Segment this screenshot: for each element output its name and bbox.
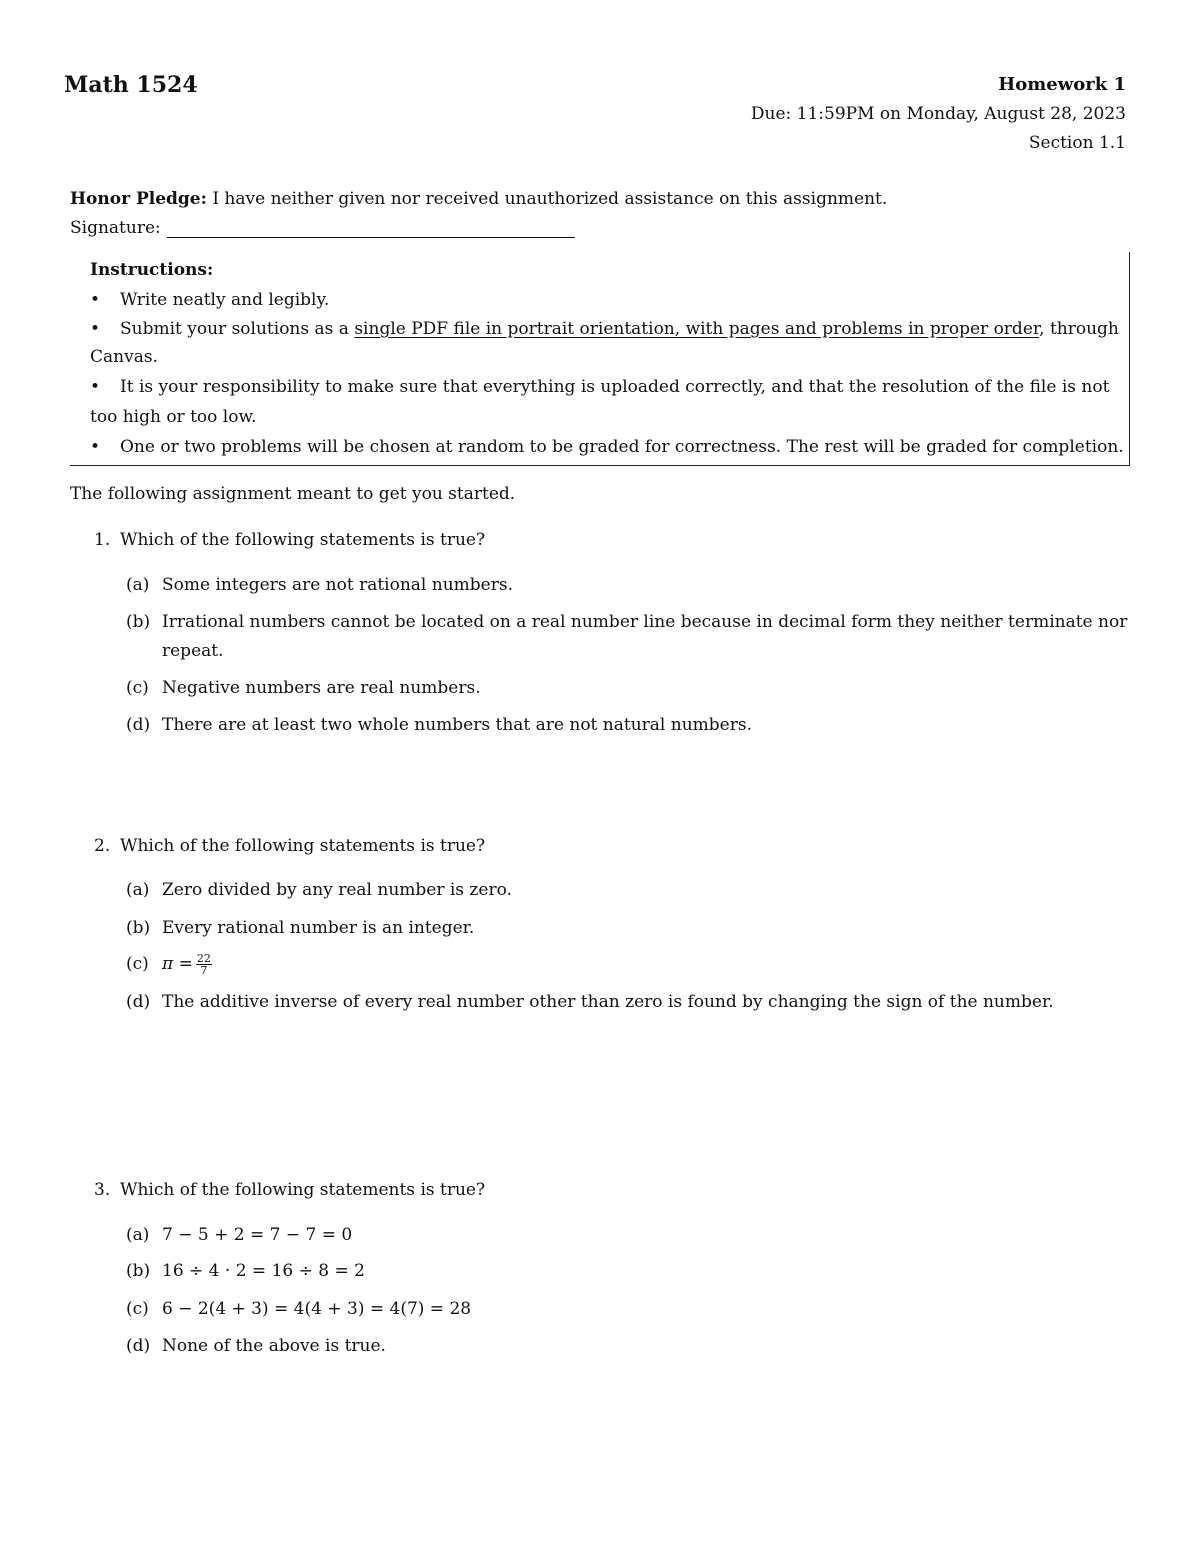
due-date: Due: 11:59PM on Monday, August 28, 2023: [750, 104, 1126, 124]
option-label: (d): [126, 715, 151, 735]
option-label: (b): [126, 612, 151, 632]
signature-label: Signature:: [70, 218, 161, 238]
option-1b-continuation: repeat.: [162, 641, 224, 661]
option-2a: [126, 880, 512, 900]
signature-row: [70, 218, 575, 238]
instruction-continuation: too high or too low.: [90, 407, 257, 427]
honor-pledge: [70, 189, 887, 209]
option-label: (a): [126, 575, 150, 595]
question-2: [94, 836, 485, 856]
question-1: [94, 530, 485, 550]
bullet-icon: •: [90, 319, 101, 339]
option-label: (c): [126, 1299, 149, 1319]
instruction-item: [90, 377, 1109, 397]
question-prompt: Which of the following statements is true?: [120, 1180, 486, 1200]
bullet-icon: •: [90, 437, 101, 457]
option-label: (d): [126, 992, 151, 1012]
question-number: 2.: [94, 836, 111, 856]
honor-pledge-label: Honor Pledge:: [70, 189, 207, 209]
fraction: [196, 953, 212, 976]
instruction-item: [90, 290, 329, 310]
assignment-intro: The following assignment meant to get you started.: [70, 484, 516, 504]
option-2d: [126, 992, 1054, 1012]
option-text: Negative numbers are real numbers.: [162, 678, 481, 698]
instruction-text: Write neatly and legibly.: [120, 290, 330, 310]
option-label: (c): [126, 678, 149, 698]
course-title: Math 1524: [64, 72, 198, 98]
option-text: Every rational number is an integer.: [162, 918, 475, 938]
option-label: (b): [126, 1261, 151, 1281]
option-text: Zero divided by any real number is zero.: [162, 880, 512, 900]
option-text: 16 ÷ 4 · 2 = 16 ÷ 8 = 2: [162, 1261, 365, 1281]
option-label: (a): [126, 880, 150, 900]
option-text: None of the above is true.: [162, 1336, 386, 1356]
instruction-item: [90, 437, 1124, 457]
option-1b: [126, 612, 1127, 632]
honor-pledge-text: I have neither given nor received unauthorized assistance on this assignment.: [212, 189, 888, 209]
instructions-box: [70, 252, 1130, 466]
option-1c: [126, 678, 481, 698]
instruction-emphasis: single PDF file in portrait orientation, with pages and problems in proper order: [354, 319, 1040, 339]
option-2c: [126, 953, 212, 976]
instruction-text: , through: [1039, 319, 1119, 339]
fraction-numerator: 22: [196, 952, 211, 965]
bullet-icon: •: [90, 377, 101, 397]
question-prompt: Which of the following statements is true?: [120, 530, 486, 550]
option-text: The additive inverse of every real number other than zero is found by changing the sign of the number.: [162, 992, 1054, 1012]
option-text: There are at least two whole numbers that are not natural numbers.: [162, 715, 752, 735]
option-text: 7 − 5 + 2 = 7 − 7 = 0: [162, 1225, 353, 1245]
option-text: 6 − 2(4 + 3) = 4(4 + 3) = 4(7) = 28: [162, 1299, 472, 1319]
section-label: Section 1.1: [1028, 133, 1126, 153]
fraction-denominator: 7: [200, 964, 208, 977]
option-text: π =: [162, 954, 193, 974]
option-label: (b): [126, 918, 151, 938]
option-1a: [126, 575, 513, 595]
question-prompt: Which of the following statements is true?: [120, 836, 486, 856]
instruction-item: [90, 319, 1119, 339]
instruction-continuation: Canvas.: [90, 347, 158, 367]
option-label: (c): [126, 954, 149, 974]
option-3d: [126, 1336, 386, 1356]
bullet-icon: •: [90, 290, 101, 310]
option-3b: [126, 1261, 365, 1281]
option-text: Some integers are not rational numbers.: [162, 575, 513, 595]
option-3a: [126, 1225, 352, 1245]
instruction-text: It is your responsibility to make sure that everything is uploaded correctly, and that the resolution of the file is not: [120, 377, 1110, 397]
instruction-text: Submit your solutions as a: [120, 319, 349, 339]
homework-title: Homework 1: [998, 74, 1126, 95]
instructions-title: Instructions:: [90, 260, 214, 280]
option-label: (a): [126, 1225, 150, 1245]
question-3: [94, 1180, 485, 1200]
option-3c: [126, 1299, 471, 1319]
option-text: Irrational numbers cannot be located on a real number line because in decimal form they neither terminate nor: [162, 612, 1128, 632]
question-number: 1.: [94, 530, 111, 550]
signature-line: [167, 223, 575, 238]
instruction-text: One or two problems will be chosen at random to be graded for correctness. The rest will be graded for completion.: [120, 437, 1124, 457]
option-label: (d): [126, 1336, 151, 1356]
option-2b: [126, 918, 474, 938]
question-number: 3.: [94, 1180, 111, 1200]
option-1d: [126, 715, 752, 735]
